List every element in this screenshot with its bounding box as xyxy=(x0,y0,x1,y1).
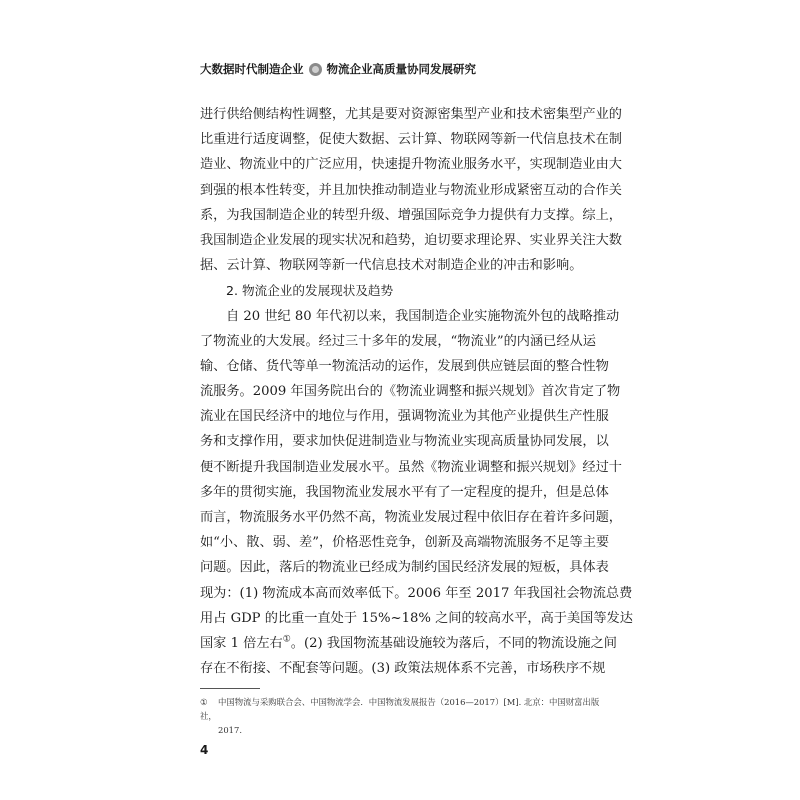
paragraph-2 xyxy=(200,304,633,682)
text-line: 据、云计算、物联网等新一代信息技术对制造企业的冲击和影响。 xyxy=(200,258,583,274)
header-book-title-part1: 大数据时代制造企业 xyxy=(200,62,304,76)
footnote-line xyxy=(200,695,600,723)
text-line: 进行供给侧结构性调整，尤其是要对资源密集型产业和技术密集型产业的 xyxy=(200,107,622,122)
footnote xyxy=(200,695,600,737)
paragraph-1 xyxy=(200,102,622,278)
text-line: 存在不衔接、不配套等问题。(3) 政策法规体系不完善，市场秩序不规 xyxy=(200,661,606,677)
text-line: 务和支撑作用，要求加快促进制造业与物流业实现高质量协同发展，以 xyxy=(200,434,609,450)
text-line: 到强的根本性转变，并且加快推动制造业与物流业形成紧密互动的合作关 xyxy=(200,182,622,198)
text-line: 用占 GDP 的比重一直处于 15%~18% 之间的较高水平，高于美国等发达 xyxy=(200,610,633,626)
text-line: 流服务。2009 年国务院出台的《物流业调整和振兴规划》首次肯定了物 xyxy=(200,384,621,400)
text-line: 系，为我国制造企业的转型升级、增强国际竞争力提供有力支撑。综上， xyxy=(200,207,622,223)
section-heading: 2. 物流企业的发展现状及趋势 xyxy=(226,283,394,299)
footnote-divider xyxy=(200,688,260,689)
header-book-title-part2: 物流企业高质量协同发展研究 xyxy=(326,62,476,76)
text-line: 我国制造企业发展的现实状况和趋势，迫切要求理论界、实业界关注大数 xyxy=(200,232,622,248)
text-line: 流业在国民经济中的地位与作用，强调物流业为其他产业提供生产性服 xyxy=(200,409,609,425)
text-line: 便不断提升我国制造业发展水平。虽然《物流业调整和振兴规划》经过十 xyxy=(200,459,622,475)
round-emblem-icon xyxy=(309,63,322,76)
text-segment: 。(2) 我国物流基础设施较为落后，不同的物流设施之间 xyxy=(290,635,617,651)
text-line: 如“小、散、弱、差”，价格恶性竞争，创新及高端物流服务不足等主要 xyxy=(200,535,610,551)
text-line: 而言，物流服务水平仍然不高，物流业发展过程中依旧存在着许多问题， xyxy=(200,510,622,525)
text-line: 问题。因此，落后的物流业已经成为制约国民经济发展的短板，具体表 xyxy=(200,560,609,576)
footnote-text: 中国物流与采购联合会、中国物流学会．中国物流发展报告（2016—2017）[M]. 北京：中国财富出版社， xyxy=(200,697,600,721)
footnote-reference[interactable]: ① xyxy=(282,634,291,645)
page-body xyxy=(200,102,633,681)
page-number: 4 xyxy=(200,743,209,757)
text-line: 多年的贯彻实施，我国物流业发展水平有了一定程度的提升，但是总体 xyxy=(200,484,609,500)
text-line: 输、仓储、货代等单一物流活动的运作，发展到供应链层面的整合性物 xyxy=(200,358,609,374)
text-line: 了物流业的大发展。经过三十多年的发展，“物流业”的内涵已经从运 xyxy=(200,333,596,349)
footnote-line xyxy=(200,723,600,737)
text-line: 比重进行适度调整，促使大数据、云计算、物联网等新一代信息技术在制 xyxy=(200,132,622,148)
text-line-with-footnote xyxy=(200,631,617,656)
footnote-text: 2017. xyxy=(218,725,242,735)
running-header xyxy=(200,61,476,77)
text-line: 自 20 世纪 80 年代初以来，我国制造企业实施物流外包的战略推动 xyxy=(226,308,620,324)
text-line: 造业、物流业中的广泛应用，快速提升物流业服务水平，实现制造业由大 xyxy=(200,157,622,173)
footnote-number: ① xyxy=(200,697,208,707)
text-line: 现为：(1) 物流成本高而效率低下。2006 年至 2017 年我国社会物流总费 xyxy=(200,585,633,601)
text-segment: 国家 1 倍左右 xyxy=(200,635,283,651)
